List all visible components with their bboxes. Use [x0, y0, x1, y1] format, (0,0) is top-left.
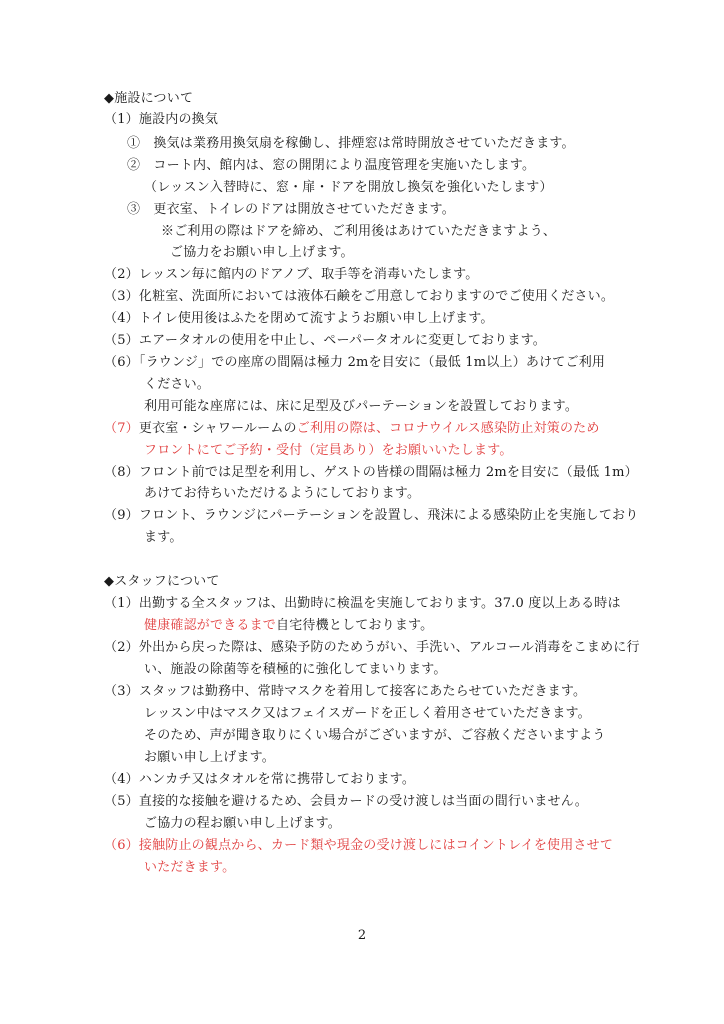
text-segment: あけてお待ちいただけるようにしております。 — [144, 486, 421, 501]
text-segment: ① 換気は業務用換気扇を稼働し、排煙窓は常時開放させていただきます。 — [127, 136, 575, 151]
text-segment: ③ 更衣室、トイレのドアは開放させていただきます。 — [127, 202, 455, 217]
highlight-text: ご利用の際は、コロナウイルス感染防止対策のため — [296, 421, 600, 436]
text-segment: 利用可能な座席には、床に足型及びパーテーションを設置しております。 — [144, 399, 579, 414]
text-line — [104, 573, 220, 591]
text-segment: （4）ハンカチ又はタオルを常に携帯しております。 — [104, 772, 416, 787]
text-segment: 自宅待機としております。 — [276, 618, 434, 633]
highlight-text: 健康確認ができるまで — [144, 618, 277, 633]
text-segment: （レッスン入替時に、窓・扉・ドアを開放し換気を強化いたします） — [144, 180, 553, 195]
text-line — [144, 661, 447, 679]
text-line — [144, 617, 433, 635]
text-line — [104, 771, 415, 789]
text-segment: （8）フロント前では足型を利用し、ゲストの皆様の間隔は極力 2mを目安に（最低 1m） — [104, 465, 638, 480]
text-line — [144, 705, 591, 723]
text-line — [144, 859, 235, 877]
text-segment: ◆スタッフについて — [104, 574, 220, 589]
text-line — [127, 135, 575, 153]
text-line — [104, 266, 478, 284]
text-segment: （2）外出から戻った際は、感染予防のためうがい、手洗い、アルコール消毒をこまめに行 — [104, 640, 640, 655]
text-segment: （2）レッスン毎に館内のドアノブ、取手等を消毒いたします。 — [104, 267, 479, 282]
text-segment: い、施設の除菌等を積極的に強化してまいります。 — [144, 662, 447, 677]
text-line — [104, 837, 613, 855]
text-line — [161, 223, 556, 241]
text-segment: （5）エアータオルの使用を中止し、ペーパータオルに変更しております。 — [104, 333, 546, 348]
text-line — [144, 529, 183, 547]
text-segment: （3）スタッフは勤務中、常時マスクを着用して接客にあたらせていただきます。 — [104, 684, 587, 699]
text-segment: そのため、声が聞き取りにくい場合がございますが、ご容赦くださいますよう — [144, 728, 606, 743]
text-line — [104, 90, 193, 108]
text-segment: ② コート内、館内は、窓の開閉により温度管理を実施いたします。 — [127, 158, 536, 173]
text-segment: 更衣室・シャワールームの — [138, 421, 297, 436]
text-line — [104, 464, 638, 482]
text-segment: （1）施設内の換気 — [104, 112, 219, 127]
text-line — [104, 595, 621, 613]
text-line — [104, 683, 586, 701]
text-line — [104, 332, 546, 350]
text-line — [144, 179, 553, 197]
highlight-text: （6）接触防止の観点から、カード類や現金の受け渡しにはコイントレイを使用させて — [104, 838, 614, 853]
text-line — [104, 420, 600, 438]
text-line — [104, 793, 588, 811]
text-line — [127, 201, 455, 219]
text-segment: レッスン中はマスク又はフェイスガードを正しく着用させていただきます。 — [144, 706, 591, 721]
text-segment: ください。 — [144, 377, 211, 392]
text-line — [104, 288, 614, 306]
text-line — [104, 111, 218, 129]
text-segment: ご協力の程お願い申し上げます。 — [144, 816, 341, 831]
text-line — [104, 507, 638, 525]
text-line — [104, 639, 640, 657]
text-segment: （5）直接的な接触を避けるため、会員カードの受け渡しは当面の間行いません。 — [104, 794, 588, 809]
text-line — [170, 244, 354, 262]
text-line — [144, 442, 513, 460]
text-line — [144, 376, 210, 394]
highlight-text: （7） — [104, 421, 139, 436]
text-segment: ご協力をお願い申し上げます。 — [170, 245, 354, 260]
text-segment: （1）出勤する全スタッフは、出勤時に検温を実施しております。37.0 度以上ある時は — [104, 596, 621, 611]
text-line — [144, 727, 605, 745]
text-line — [104, 310, 494, 328]
text-line — [104, 354, 605, 372]
text-line — [144, 749, 275, 767]
text-segment: （6）「ラウンジ」での座席の間隔は極力 2mを目安に（最低 1m以上）あけてご利用 — [104, 355, 606, 370]
text-line — [144, 815, 341, 833]
text-segment: ます。 — [144, 530, 183, 545]
highlight-text: フロントにてご予約・受付（定員あり）をお願いいたします。 — [144, 443, 513, 458]
text-segment: （4）トイレ使用後はふたを閉めて流すようお願い申し上げます。 — [104, 311, 494, 326]
text-segment: （9）フロント、ラウンジにパーテーションを設置し、飛沫による感染防止を実施しており — [104, 508, 639, 523]
page-number: 2 — [357, 928, 367, 943]
highlight-text: いただきます。 — [144, 860, 236, 875]
text-segment: （3）化粧室、洗面所においては液体石鹸をご用意しておりますのでご使用ください。 — [104, 289, 615, 304]
text-line — [127, 157, 535, 175]
text-line — [144, 398, 578, 416]
text-segment: ※ご利用の際はドアを締め、ご利用後はあけていただきますよう、 — [161, 224, 557, 239]
text-segment: お願い申し上げます。 — [144, 750, 275, 765]
text-line — [144, 485, 420, 503]
text-segment: ◆施設について — [104, 91, 194, 106]
